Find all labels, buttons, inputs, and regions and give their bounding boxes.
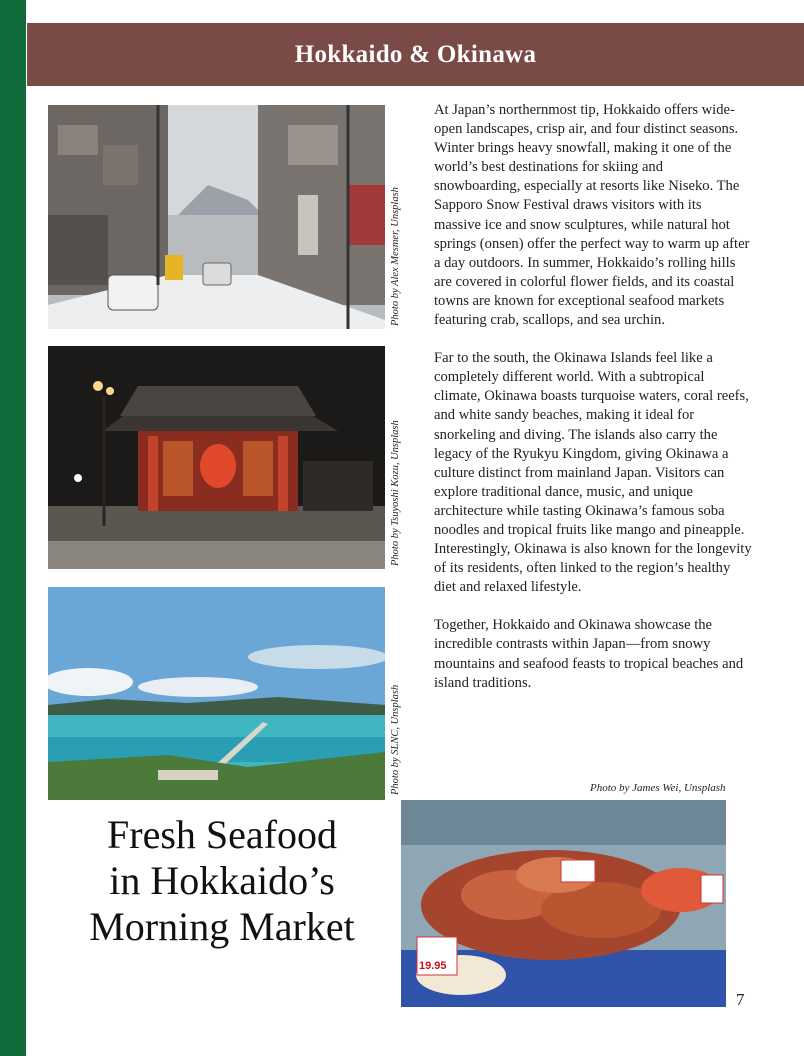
feature-title-line-2: in Hokkaido’s (109, 858, 335, 903)
snowy-street-credit: Photo by Alex Mesmer, Unsplash (390, 187, 401, 326)
paragraph-hokkaido: At Japan’s northernmost tip, Hokkaido offers wide-open landscapes, crisp air, and four distinct seasons. Winter brings heavy snowfall, making it one of the world’s best destinations for skiing and snowboarding, especially at resorts like Niseko. The Sapporo Snow Festival draws visitors with its massive ice and snow sculptures, while natural hot springs (onsen) offer the perfect way to warm up after a day outdoors. In summer, Hokkaido’s rolling hills are covered in colorful flower fields, and its coastal towns are known for exceptional seafood markets featuring crab, scallops, and sea urchin. (434, 102, 750, 329)
crab-market-credit: Photo by James Wei, Unsplash (590, 782, 726, 794)
paragraph-contrast: Together, Hokkaido and Okinawa showcase the incredible contrasts within Japan—from snowy mountains and seafood feasts to tropical beaches and island traditions. (434, 617, 744, 691)
feature-title-line-3: Morning Market (89, 904, 355, 949)
temple-gate-photo (48, 346, 385, 569)
paragraph-okinawa: Far to the south, the Okinawa Islands feel like a completely different world. With a subtropical climate, Okinawa boasts turquoise waters, coral reefs, and white sandy beaches, making it ideal for snorkeling and diving. The islands also carry the legacy of the Ryukyu Kingdom, giving Okinawa a culture distinct from mainland Japan. Visitors can explore traditional dance, music, and unique architecture while tasting Okinawa’s famous soba noodles and tropical fruits like mango and pineapple. Interestingly, Okinawa is also known for the longevity of its residents, often linked to the region’s healthy diet and relaxed lifestyle. (434, 350, 752, 596)
section-header (27, 23, 804, 86)
section-title: Hokkaido & Okinawa (294, 40, 537, 68)
temple-gate-credit: Photo by Tsuyoshi Kozu, Unsplash (390, 420, 401, 566)
okinawa-bridge-photo (48, 587, 385, 800)
feature-title (56, 812, 388, 950)
snowy-street-photo (48, 105, 385, 329)
price-tag: 19.95 (419, 960, 447, 972)
okinawa-bridge-credit: Photo by SLNC, Unsplash (390, 684, 401, 795)
article-body (434, 101, 752, 712)
feature-title-line-1: Fresh Seafood (107, 812, 337, 857)
page-number: 7 (736, 990, 745, 1009)
side-accent-bar (0, 0, 26, 1056)
crab-market-photo (401, 800, 726, 1007)
